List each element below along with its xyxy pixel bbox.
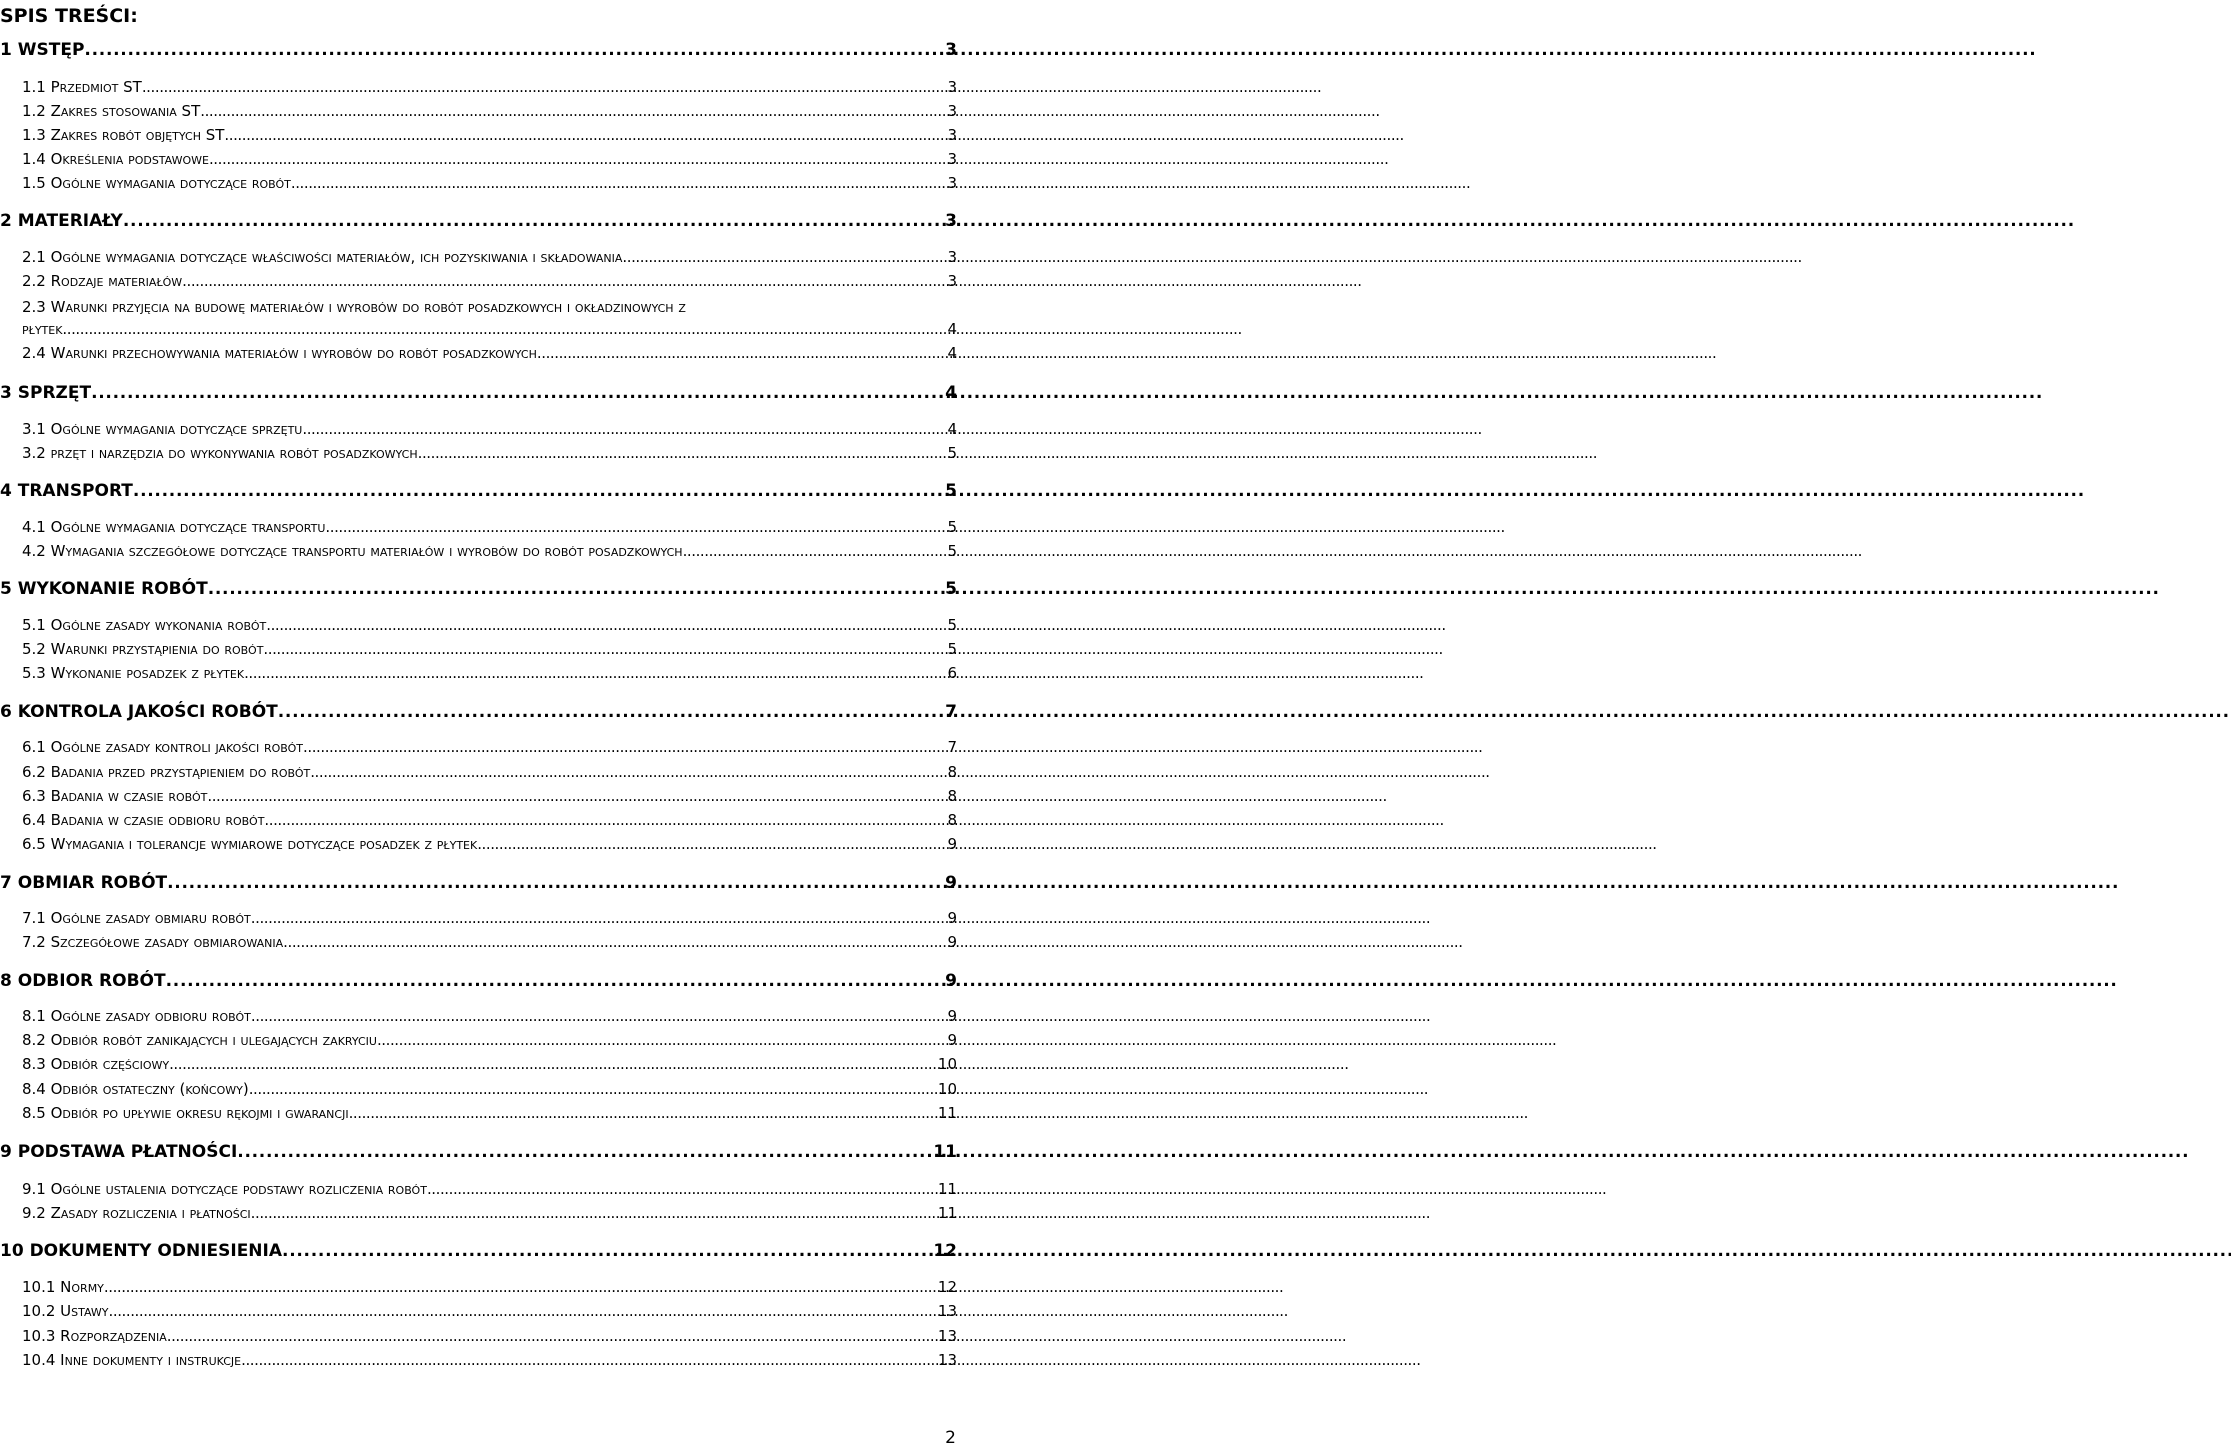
toc-entry-2[interactable]: 2 MATERIAŁY . . . 3 (0, 211, 957, 233)
toc-entry-9-1[interactable]: 9.1 Ogólne ustalenia dotyczące podstawy rozliczenia robót . . . 11 (22, 1180, 957, 1202)
toc-entry-1-1[interactable]: 1.1 Przedmiot ST . . . 3 (22, 78, 957, 100)
toc-entry-7-2[interactable]: 7.2 Szczegółowe zasady obmiarowania . . . 9 (22, 933, 957, 955)
toc-entry-8-4[interactable]: 8.4 Odbiór ostateczny (końcowy) . . . 10 (22, 1080, 957, 1102)
toc-entry-6[interactable]: 6 KONTROLA JAKOŚCI ROBÓT . . . 7 (0, 702, 957, 724)
toc-entry-5-3[interactable]: 5.3 Wykonanie posadzek z płytek . . . 6 (22, 664, 957, 686)
toc-entry-6-4[interactable]: 6.4 Badania w czasie odbioru robót . . . 8 (22, 811, 957, 833)
toc-entry-10-4[interactable]: 10.4 Inne dokumenty i instrukcje . . . 13 (22, 1351, 957, 1373)
page-number: 2 (945, 1428, 956, 1448)
toc-entry-7[interactable]: 7 OBMIAR ROBÓT . . . 9 (0, 873, 957, 895)
toc-entry-8-3[interactable]: 8.3 Odbiór częściowy . . . 10 (22, 1055, 957, 1077)
toc-entry-5-1[interactable]: 5.1 Ogólne zasady wykonania robót . . . 5 (22, 616, 957, 638)
toc-entry-2-3[interactable]: płytek . . . 4 (22, 320, 957, 342)
toc-entry-5-2[interactable]: 5.2 Warunki przystąpienia do robót . . . 5 (22, 640, 957, 662)
toc-entry-1[interactable]: 1 WSTĘP . . . 3 (0, 40, 957, 62)
toc-page (0, 0, 960, 1450)
toc-entry-6-3[interactable]: 6.3 Badania w czasie robót . . . 8 (22, 787, 957, 809)
toc-entry-2-4[interactable]: 2.4 Warunki przechowywania materiałów i wyrobów do robót posadzkowych . . . 4 (22, 344, 957, 366)
toc-entry-9-2[interactable]: 9.2 Zasady rozliczenia i płatności . . . 11 (22, 1204, 957, 1226)
toc-entry-2-3-line1[interactable]: 2.3 Warunki przyjęcia na budowę materiałów i wyrobów do robót posadzkowych i okładzinowych z (22, 298, 686, 316)
toc-entry-1-2[interactable]: 1.2 Zakres stosowania ST . . . 3 (22, 102, 957, 124)
toc-entry-2-2[interactable]: 2.2 Rodzaje materiałów . . . 3 (22, 272, 957, 294)
toc-entry-10[interactable]: 10 DOKUMENTY ODNIESIENIA . . . 12 (0, 1241, 957, 1263)
toc-entry-8[interactable]: 8 ODBIOR ROBÓT . . . 9 (0, 971, 957, 993)
toc-entry-5[interactable]: 5 WYKONANIE ROBÓT . . . 5 (0, 579, 957, 601)
toc-entry-9[interactable]: 9 PODSTAWA PŁATNOŚCI . . . 11 (0, 1142, 957, 1164)
toc-entry-10-1[interactable]: 10.1 Normy . . . 12 (22, 1278, 957, 1300)
toc-entry-7-1[interactable]: 7.1 Ogólne zasady obmiaru robót . . . 9 (22, 909, 957, 931)
toc-entry-4[interactable]: 4 TRANSPORT . . . 5 (0, 481, 957, 503)
toc-entry-1-4[interactable]: 1.4 Określenia podstawowe . . . 3 (22, 150, 957, 172)
toc-title: SPIS TREŚCI: (0, 5, 138, 27)
toc-entry-10-3[interactable]: 10.3 Rozporządzenia . . . 13 (22, 1327, 957, 1349)
toc-entry-10-2[interactable]: 10.2 Ustawy . . . 13 (22, 1302, 957, 1324)
toc-entry-3-2[interactable]: 3.2 przęt i narzędzia do wykonywania robót posadzkowych . . . 5 (22, 444, 957, 466)
toc-entry-3[interactable]: 3 SPRZĘT . . . 4 (0, 383, 957, 405)
toc-entry-6-2[interactable]: 6.2 Badania przed przystąpieniem do robót . . . 8 (22, 763, 957, 785)
toc-entry-6-1[interactable]: 6.1 Ogólne zasady kontroli jakości robót . . . 7 (22, 738, 957, 760)
toc-entry-1-5[interactable]: 1.5 Ogólne wymagania dotyczące robót . . . 3 (22, 174, 957, 196)
toc-entry-4-2[interactable]: 4.2 Wymagania szczegółowe dotyczące transportu materiałów i wyrobów do robót posadzkowych . . . 5 (22, 542, 957, 564)
toc-entry-8-1[interactable]: 8.1 Ogólne zasady odbioru robót . . . 9 (22, 1007, 957, 1029)
toc-entry-8-5[interactable]: 8.5 Odbiór po upływie okresu rękojmi i gwarancji . . . 11 (22, 1104, 957, 1126)
toc-entry-8-2[interactable]: 8.2 Odbiór robót zanikających i ulegających zakryciu . . . 9 (22, 1031, 957, 1053)
toc-entry-1-3[interactable]: 1.3 Zakres robót objętych ST . . . 3 (22, 126, 957, 148)
toc-entry-2-1[interactable]: 2.1 Ogólne wymagania dotyczące właściwości materiałów, ich pozyskiwania i składowania . . . 3 (22, 248, 957, 270)
toc-entry-3-1[interactable]: 3.1 Ogólne wymagania dotyczące sprzętu . . . 4 (22, 420, 957, 442)
toc-entry-4-1[interactable]: 4.1 Ogólne wymagania dotyczące transportu . . . 5 (22, 518, 957, 540)
toc-entry-6-5[interactable]: 6.5 Wymagania i tolerancje wymiarowe dotyczące posadzek z płytek . . . 9 (22, 835, 957, 857)
